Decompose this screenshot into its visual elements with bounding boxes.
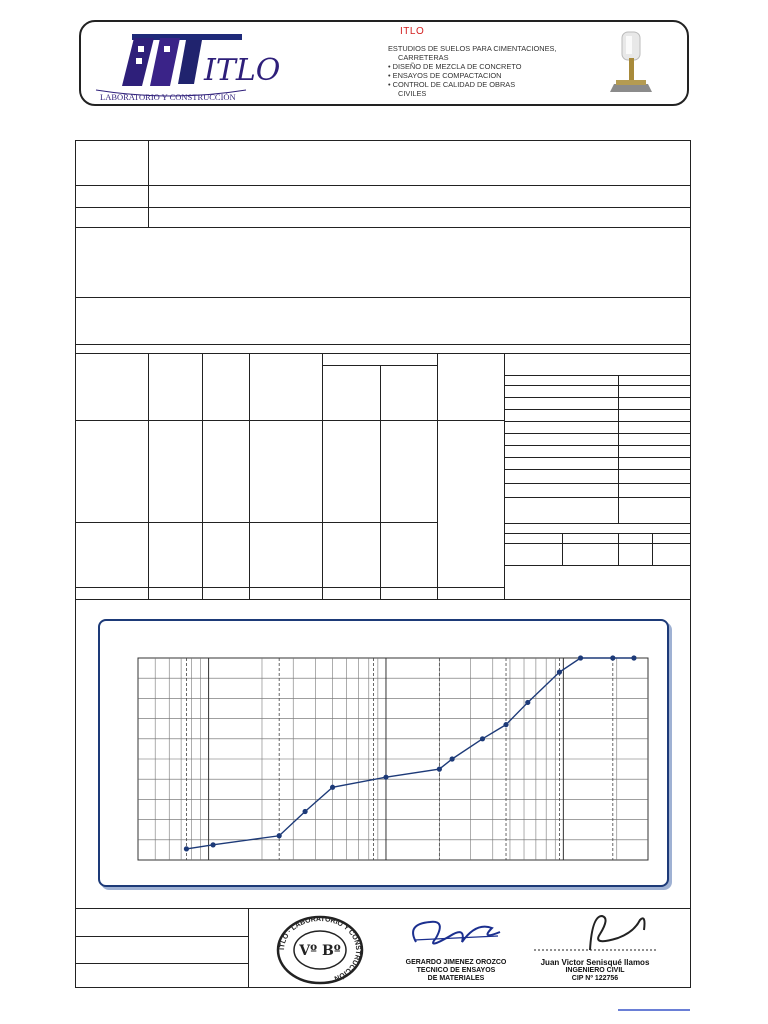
chart-point <box>525 700 530 705</box>
stamp-ring-text: ITLO · LABORATORIO Y CONSTRUCCIÓN <box>278 915 362 982</box>
company-logo <box>92 28 281 104</box>
chart-point <box>184 846 189 851</box>
chart-point <box>503 722 508 727</box>
chart-point <box>303 809 308 814</box>
logo-caption: LABORATORIO Y CONSTRUCCIÓN <box>100 92 236 102</box>
chart-point <box>631 655 636 660</box>
chart-point <box>383 775 388 780</box>
technician-name: GERARDO JIMENEZ OROZCO <box>405 959 507 966</box>
service-item: ESTUDIOS DE SUELOS PARA CIMENTACIONES, <box>388 44 557 53</box>
stamp-center-text: Vº Bº <box>299 943 341 959</box>
service-item: • ENSAYOS DE COMPACTACION <box>388 71 502 80</box>
chart-point <box>557 670 562 675</box>
chart-point <box>480 736 485 741</box>
service-item: CIVILES <box>398 89 427 98</box>
chart-point <box>330 785 335 790</box>
logo-mark-text: ITLO <box>204 53 281 88</box>
chart-point <box>578 655 583 660</box>
footer-link-underline[interactable] <box>618 1009 690 1011</box>
chart-point <box>610 655 615 660</box>
engineer-name: Juan Victor Senisqué llamos <box>540 958 650 967</box>
technician-signature <box>396 912 516 984</box>
service-item: • DISEÑO DE MEZCLA DE CONCRETO <box>388 62 522 71</box>
handwritten-signature <box>396 912 516 954</box>
service-item: • CONTROL DE CALIDAD DE OBRAS <box>388 80 516 89</box>
technician-role-2: DE MATERIALES <box>427 975 485 982</box>
services-list <box>388 44 578 98</box>
service-item: CARRETERAS <box>398 53 449 62</box>
chart-point <box>437 767 442 772</box>
engineer-signature <box>530 910 660 986</box>
chart-series-line <box>186 658 634 849</box>
handwritten-signature <box>530 910 660 954</box>
engineer-role: INGENIERO CIVIL <box>565 967 625 974</box>
approval-stamp <box>275 914 365 986</box>
chart-series <box>184 655 637 851</box>
technician-role: TECNICO DE ENSAYOS <box>416 967 496 974</box>
brand-title: ITLO <box>400 26 425 37</box>
compaction-hammer-icon <box>608 28 654 96</box>
chart-point <box>277 833 282 838</box>
chart-point <box>210 842 215 847</box>
engineer-cip: CIP Nº 122756 <box>571 975 619 982</box>
chart-point <box>450 756 455 761</box>
chart-grid <box>138 658 648 860</box>
granulometry-chart <box>138 658 648 860</box>
